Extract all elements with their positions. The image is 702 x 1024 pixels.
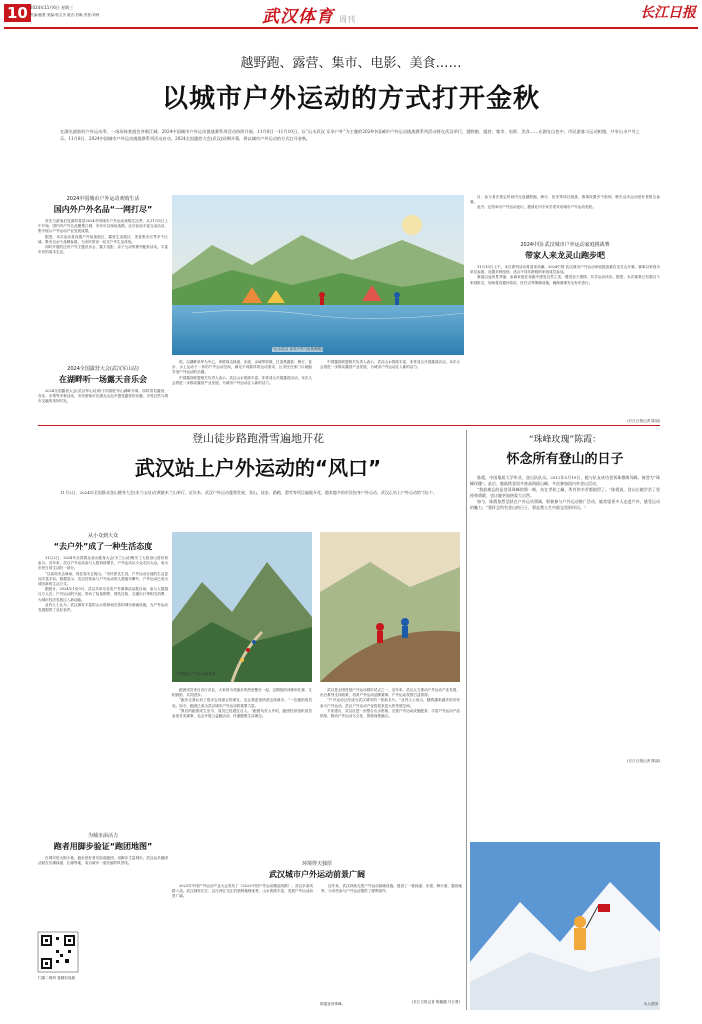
feature-headline: 武汉站上户外运动的“风口” <box>134 456 382 480</box>
left-top-body: 首先与游客们见面的将是2024中国城市户外运动欢购生活季，从11月8日上午开始，国内外户外名品聚集江城，市民可以现场选购，还可参加丰富互动活动，集中展示户外运动产业发展成果。 据悉，本次活动将设置户外装备展区、露营生活展区、美食集市区等多个区域，吸引百余个品牌参展，为市民带来一站式户外生活体验。 同时开展的还有户外主题音乐会、露天电影、亲子互动等系列配套活动，丰富市民的周末生活。 <box>38 219 168 255</box>
paper-name: 长江日报 <box>640 5 696 21</box>
qr-code-icon[interactable] <box>38 932 78 972</box>
sports-photo-caption: 陈霞登顶珠峰。 <box>320 1002 346 1006</box>
left-top-title: 国内外户外名品“一网打尽” <box>53 205 153 214</box>
mid-mid-body: 跑团成员来自各行各业，大家因为对跑步的热爱聚在一起，定期组织训练和比赛，互相鼓励，共同进步。 “跑步让我认识了很多志同道合的朋友，也让我更加热爱这座城市。”一位跑团成员说。如今，跑团已成为武汉城市户外运动的重要力量。 “我们的跑团成立至今，成员已经超过百人。”跑团负责人介绍，跑团经常组织成员参加各类赛事，也会开展公益跑活动，传递健康生活理念。 <box>172 688 312 719</box>
cover-photo <box>172 195 464 355</box>
page-number: 10 <box>4 4 31 22</box>
left-top-title-2: 在湖畔听一场露天音乐会 <box>59 375 147 384</box>
left-mid-body: 11月2日，2024年全国群众登山健身大会(木兰山站)吸引了大批登山爱好者参与。近年来，武汉户外运动参与人数持续增长，户外运动从小众走向大众，成为市民日常生活的一部分。 “以前周末去商场，现在周末去爬山。”市民张先生说，户外运动让他的生活更加丰富多彩。数据显示，武汉经常参与户外运动的人数逐年攀升，户外运动已成为城市新的生活方式。 据统计，2024年1至9月，武汉共举办各类户外赛事活动数百场，参与人数超百万人次。户外运动的兴起，带动了装备销售、餐饮住宿、交通出行等相关消费，为城市经济发展注入新动能。 业内人士认为，武汉拥有丰富的山水资源和完善的城市基础设施，为户外运动发展提供了良好条件。 <box>38 556 168 613</box>
right-mid-body: 武汉是全国首批户外运动城市试点之一，近年来，武汉大力推动户外运动产业发展，出台系列支持政策，培育户外运动品牌赛事，户外运动氛围日益浓厚。 “户外运动已经成为武汉城市的一张新名片。”业内人士表示，随着越来越多的市民参与户外运动，武汉户外运动产业将迎来更大的发展空间。 专家建议，武汉应进一步整合山水资源，完善户外运动设施配套，丰富户外运动产品供给，推动户外运动与文化、旅游深度融合。 <box>320 688 460 719</box>
mid-mid-title: 武汉城市户外运动前景广阔 <box>269 870 365 879</box>
left-top-body-2: 2024全国露营大会(武汉军山站)将于同期在军山湖畔开幕，届时将有露营、音乐、市集等多种活动，市民游客可在湖光山色中感受露营的乐趣，享受自然与城市交融的美好时光。 <box>38 389 168 404</box>
left-mid-subtitle-2: 为城市添活力 <box>87 833 118 839</box>
right-top-title: 带家人来龙灵山跑步吧 <box>525 251 605 260</box>
section-divider <box>38 425 660 426</box>
summit-illustration <box>470 842 660 1010</box>
page-header <box>0 0 702 32</box>
right-mid-credit: (长江日报记者 陈璐璐 马万勇) <box>411 1000 460 1004</box>
masthead-logo <box>262 2 356 27</box>
lead-headline: 以城市户外运动的方式打开金秋 <box>161 84 540 114</box>
mid-mid-subtitle: 环境得天独厚 <box>301 861 332 867</box>
left-top-subtitle-2: 2024全国露营大会(武汉军山站) <box>67 366 139 372</box>
feature-kicker: 登山徒步路跑滑雪遍地开花 <box>192 432 324 445</box>
feature-intro: 11月2日，2024年全国群众登山健身大会(木兰山站)在黄陂木兰山举行。近年来，武汉户外运动蓬勃发展，登山、徒步、路跑、滑雪等项目遍地开花，越来越多的市民投身户外运动，武汉正站上户外运动的“风口”。 <box>60 490 438 495</box>
left-top-subtitle: 2024中国城市户外运动欢购生活 <box>66 196 140 202</box>
left-mid-body-2: 在城市的大街小巷，跑步爱好者们组成跑团，用脚步丈量城市。武汉众多跑团活跃在东湖绿道、江滩等地，成为城市一道亮丽的风景线。 <box>38 856 168 866</box>
column-divider <box>466 430 467 1010</box>
left-mid-subtitle: 从小众到大众 <box>87 533 118 539</box>
far-right-kicker: “珠峰玫瑰”陈霞： <box>528 435 602 445</box>
mid-mid-box <box>172 860 462 1010</box>
right-top-body-2: 11月10日上午，本次系列活动将迎来高潮。2024中国·武汉城市户外运动家庭挑战赛在龙灵山开赛，赛事以家庭为单位参赛，设置多种组别，适合不同年龄段的家庭成员参加。 赛道沿途风景秀丽，参赛家庭在奔跑中感受自然之美，增进亲子感情，共享运动快乐。据悉，本次赛事已有数百个家庭报名，现场将设置补给站、医疗点等保障设施，确保赛事安全有序进行。 <box>470 265 660 285</box>
left-mid-column <box>38 532 168 1002</box>
mountain-photo <box>172 532 312 682</box>
right-top-credit: (长江日报记者 陈丽) <box>627 419 660 423</box>
date-line: 2024年11月6日 星期三 <box>30 5 74 10</box>
qr-label: 扫描二维码 看精彩视频 <box>38 976 76 980</box>
left-mid-title: “去户外”成了一种生活态度 <box>53 542 153 551</box>
mountain-photo-caption: 中国城市户外运动海报图 <box>176 672 216 676</box>
mountain-illustration <box>172 532 312 682</box>
lead-kicker: 越野跑、露营、集市、电影、美食…… <box>240 56 462 71</box>
right-top-body: 目，参与者在规定时间内完成越野跑、骑行、徒步等项目挑战，赛事设置多个组别，吸引众多运动爱好者报名参赛。 此外，还将举办户外运动论坛，邀请业内专家学者共话城市户外运动发展。 <box>470 195 660 210</box>
masthead-subtitle: 周刊 <box>339 15 356 24</box>
lead-intro: 在湖光波影的户外运动季，一场场体育盛会齐聚江城，2024中国城市户外运动挑战赛系列活动持续开展。11月8日一11月10日，以“山水武汉 乐享户外”为主题的2024中国城市户外运动挑战赛系列活动将在武汉举行，越野跑、露营、集市、电影、美食……在湖光山色中，市民游客与运动相遇，共享山水户外之乐。11月8日，2024中国城市户外运动挑战赛系列活动启动，2024全国露营大会(武汉)同期开幕，将以城市户外运动的方式打开金秋。 <box>60 129 640 141</box>
mid-top-body-2: 中国露营联盟相关负责人表示，武汉山水资源丰富，非常适合开展露营活动，本次大会将进一步推动露营产业发展，为城市户外运动注入新的活力。 <box>320 360 460 370</box>
far-right-title: 怀念所有登山的日子 <box>506 452 624 467</box>
trail-run-illustration <box>320 532 460 682</box>
right-top-subtitle: 2024中国·武汉城市户外运动家庭挑战赛 <box>520 242 610 248</box>
portrait-caption: 本人供图 <box>643 1002 658 1006</box>
cover-photo-caption: “山水武汉 乐享户外”(宣传海报) <box>272 347 323 351</box>
qr-block[interactable] <box>38 932 78 981</box>
header-rule <box>4 27 698 29</box>
far-right-credit: (长江日报记者 陈丽) <box>627 759 660 763</box>
far-right-body: 陈霞，中国地质大学毕业，登山队队员。2012年5月19日，她与队友成功登顶珠穆朗玛峰，被誉为“珠峰玫瑰”。此后，她陆续登顶多座高海拔山峰，多次参加国内外登山活动。 “我最难忘的是登顶珠峰的那一刻，站在世界之巅，所有的辛苦都值得了。”陈霞说，登山让她学会了坚持和勇敢，也让她更加热爱大自然。 如今，陈霞依然活跃在户外运动领域，积极参与户外运动推广活动，她希望更多人走进户外，感受运动的魅力。“我怀念所有登山的日子，那是我人生中最宝贵的经历。” <box>470 475 660 510</box>
sports-photo <box>320 532 460 682</box>
masthead-title: 武汉体育 <box>262 7 334 27</box>
editor-line: 责编:鲍萧 美编:郭文杰 版式:旧晚 责校:刘炜 <box>30 13 100 17</box>
left-mid-title-2: 跑者用脚步验证“跑团地图” <box>53 842 153 851</box>
mid-top-body: 现，以湖畔草坪为中心，串联周边绿道、步道、水域等资源，打造集露营、骑行、徒步、水上运动于一体的户外运动空间，满足不同群体的运动需求，让市民在家门口就能享受户外运动的乐趣。 中国露营联盟相关负责人表示，武汉山水资源丰富，非常适合开展露营活动，本次大会将进一步推动露营产业发展，为城市户外运动注入新的活力。 <box>172 360 312 385</box>
landscape-illustration <box>172 195 464 355</box>
mid-mid-body-2: 2023年中国户外运动产业大会发布了《2023中国户外运动精品线路》，武汉多条线路入选。武汉拥有长江、汉江两江交汇的独特地理优势，山水资源丰富，发展户外运动前景广阔。 近年来，武汉持续完善户外运动基础设施，建设了一批绿道、步道、骑行道、露营地等，为市民参与户外运动提供了便利条件。 <box>172 884 462 899</box>
